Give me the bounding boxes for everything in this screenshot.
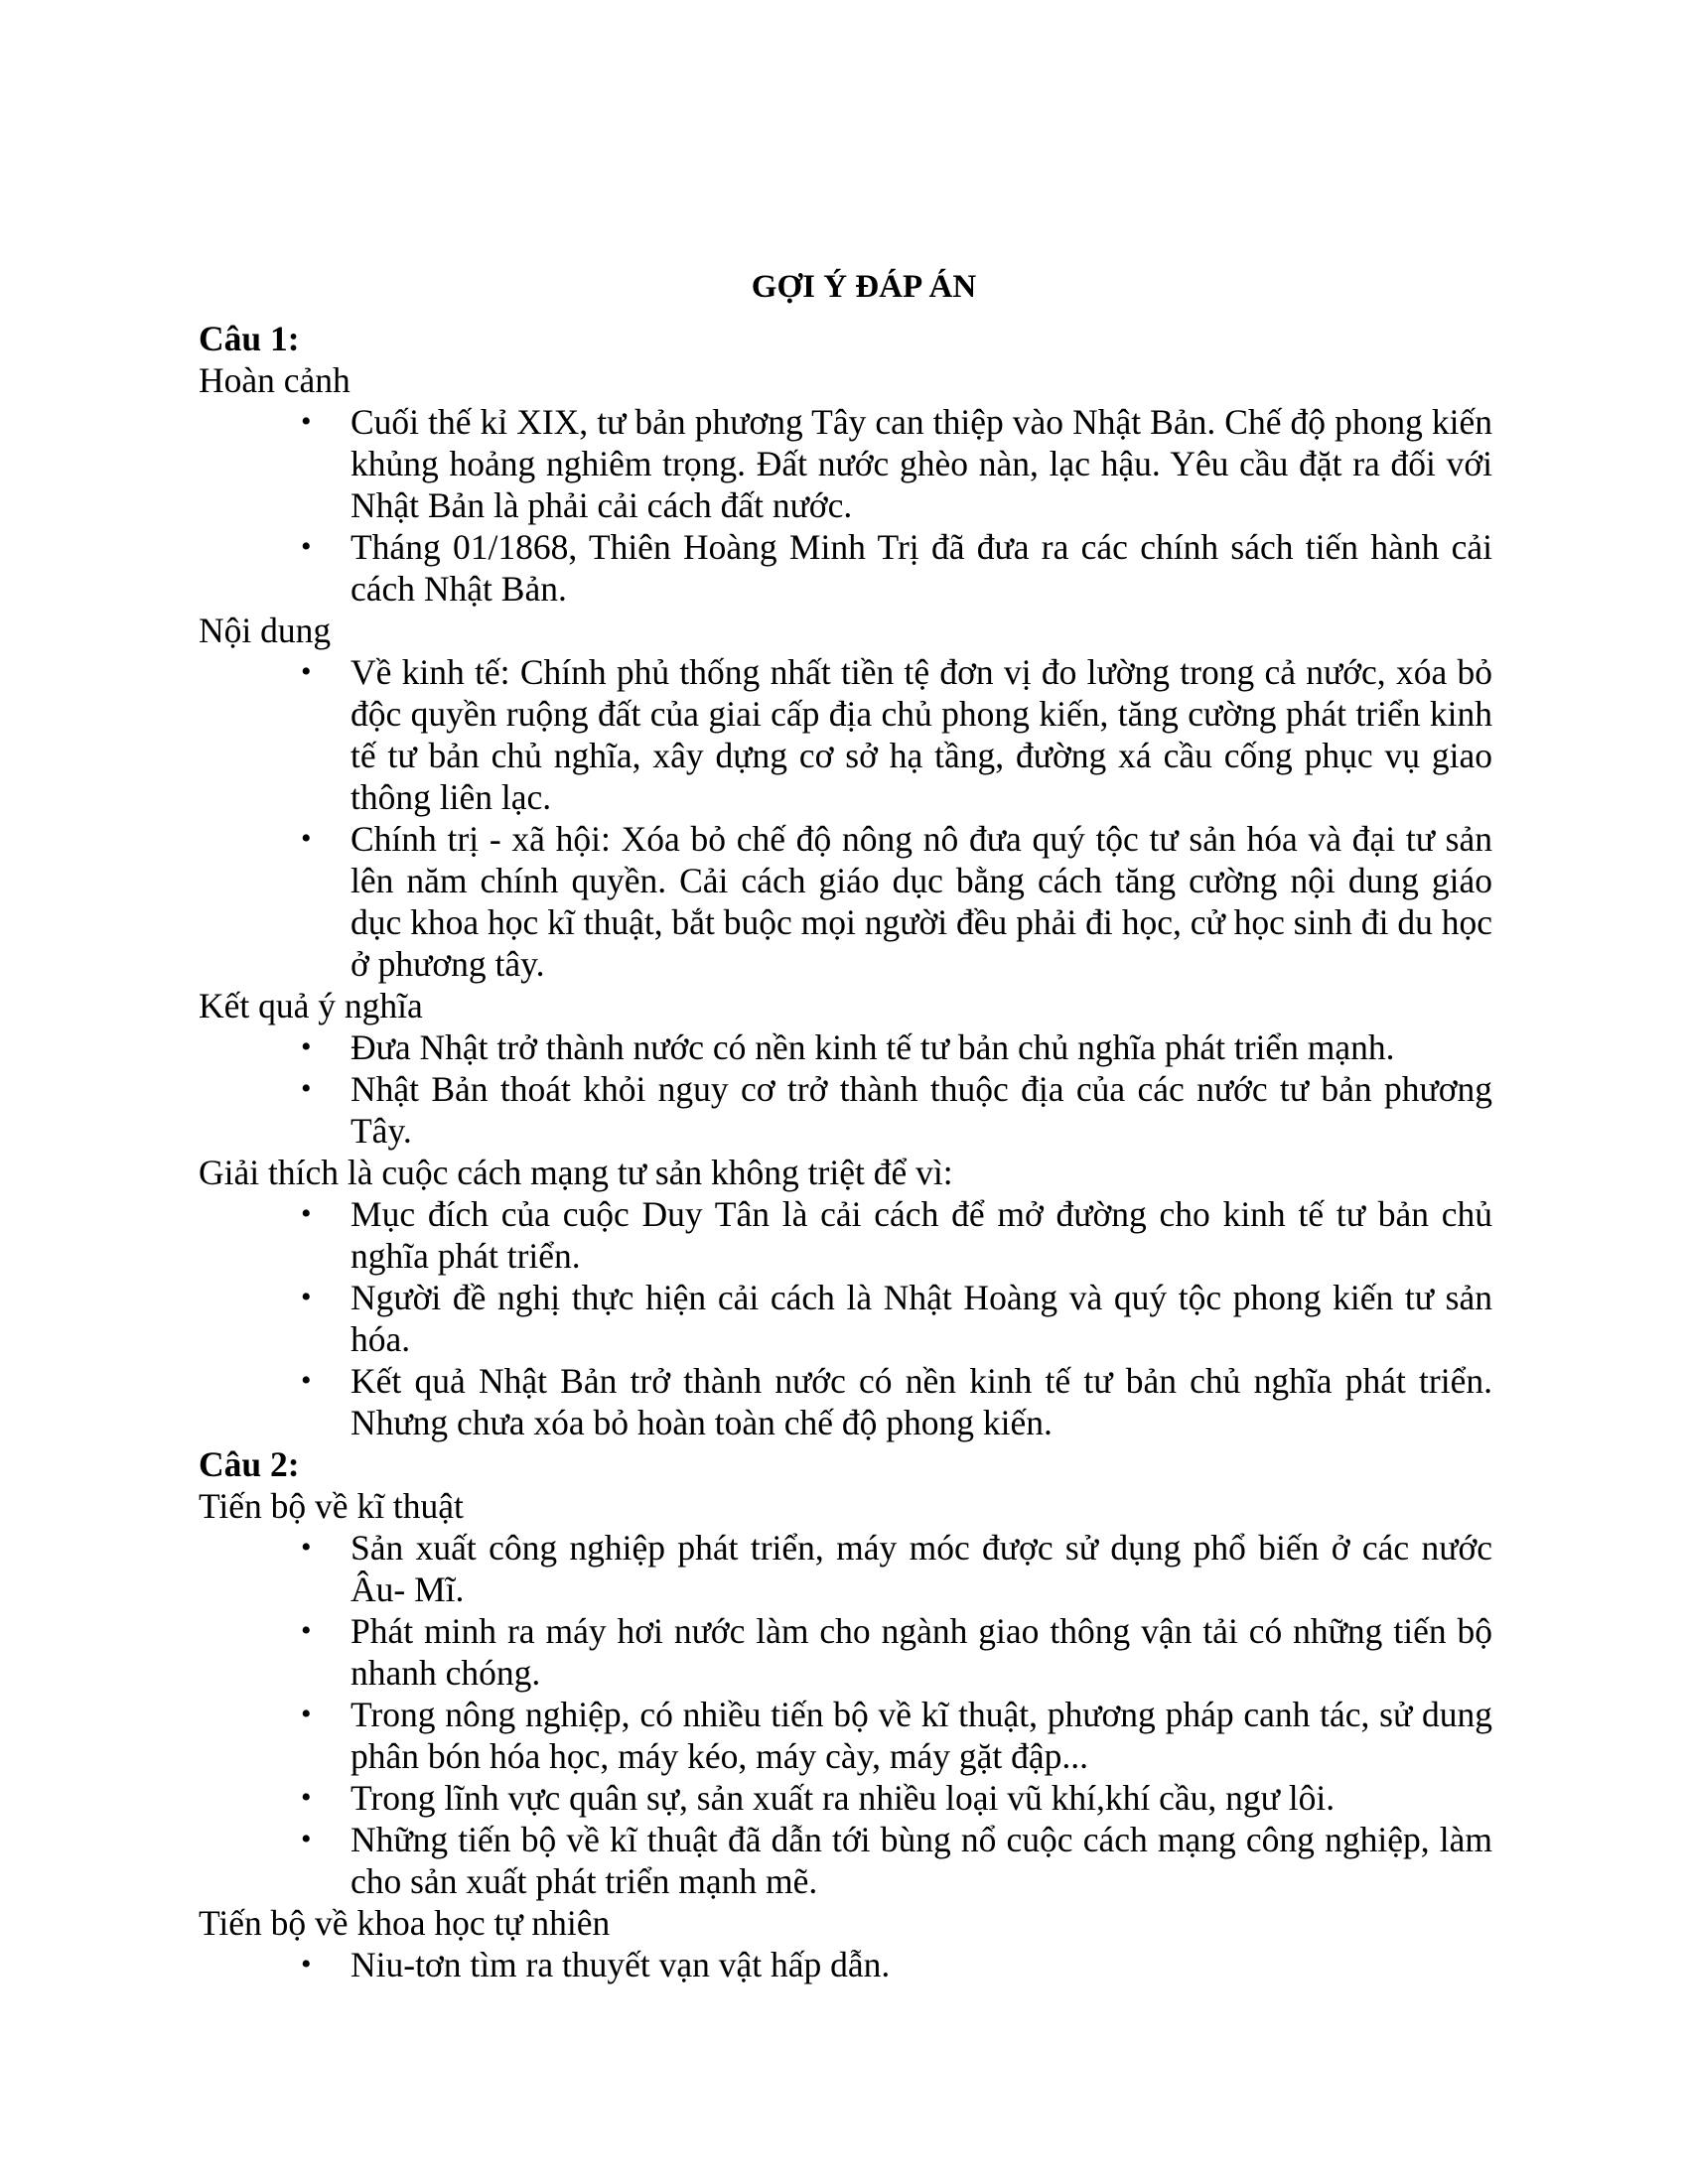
question-2-heading: Câu 2: — [199, 1444, 300, 1484]
list-item: • Phát minh ra máy hơi nước làm cho ngành giao thông vận tải có những tiến bộ nhanh chóng. — [199, 1610, 1492, 1694]
list-item: • Về kinh tế: Chính phủ thống nhất tiền tệ đơn vị đo lường trong cả nước, xóa bỏ độc quyền ruộng đất của giai cấp địa chủ phong kiến, tăng cường phát triển kinh tế tư bản chủ nghĩa, xây dựng cơ sở hạ tầng, đường xá cầu cống phục vụ giao thông liên lạc. — [199, 651, 1492, 818]
section-label-giai-thich: Giải thích là cuộc cách mạng tư sản không triệt để vì: — [199, 1153, 953, 1192]
bullet-list-noi-dung — [199, 651, 1492, 985]
list-item: • Nhật Bản thoát khỏi nguy cơ trở thành thuộc địa của các nước tư bản phương Tây. — [199, 1068, 1492, 1152]
section-label-hoan-canh: Hoàn cảnh — [199, 360, 351, 400]
bullet-list-ki-thuat — [199, 1527, 1492, 1902]
bullet-list-khoa-hoc — [199, 1944, 1489, 1985]
section-label-khoa-hoc: Tiến bộ về khoa học tự nhiên — [199, 1903, 611, 1943]
document-page — [199, 266, 1492, 1985]
list-item: • Chính trị - xã hội: Xóa bỏ chế độ nông nô đưa quý tộc tư sản hóa và đại tư sản lên năm chính quyền. Cải cách giáo dục bằng cách tăng cường nội dung giáo dục khoa học kĩ thuật, bắt buộc mọi người đều phải đi học, cử học sinh đi du học ở phương tây. — [199, 818, 1492, 985]
list-item: • Người đề nghị thực hiện cải cách là Nhật Hoàng và quý tộc phong kiến tư sản hóa. — [199, 1277, 1492, 1360]
question-1-heading: Câu 1: — [199, 319, 300, 358]
bullet-list-ket-qua — [199, 1026, 1492, 1152]
list-item: • Đưa Nhật trở thành nước có nền kinh tế tư bản chủ nghĩa phát triển mạnh. — [199, 1026, 1492, 1068]
bullet-list-hoan-canh — [199, 401, 1492, 610]
list-item: • Tháng 01/1868, Thiên Hoàng Minh Trị đã đưa ra các chính sách tiến hành cải cách Nhật Bản. — [199, 526, 1492, 610]
list-item: • Mục đích của cuộc Duy Tân là cải cách để mở đường cho kinh tế tư bản chủ nghĩa phát triển. — [199, 1193, 1492, 1277]
list-item: • Trong nông nghiệp, có nhiều tiến bộ về kĩ thuật, phương pháp canh tác, sử dung phân bón hóa học, máy kéo, máy cày, máy gặt đập... — [199, 1694, 1492, 1777]
section-label-ket-qua: Kết quả ý nghĩa — [199, 986, 423, 1025]
bullet-list-giai-thich — [199, 1193, 1492, 1443]
list-item: • Cuối thế kỉ XIX, tư bản phương Tây can thiệp vào Nhật Bản. Chế độ phong kiến khủng hoảng nghiêm trọng. Đất nước ghèo nàn, lạc hậu. Yêu cầu đặt ra đối với Nhật Bản là phải cải cách đất nước. — [199, 401, 1492, 526]
list-item: • Kết quả Nhật Bản trở thành nước có nền kinh tế tư bản chủ nghĩa phát triển. Nhưng chưa xóa bỏ hoàn toàn chế độ phong kiến. — [199, 1360, 1492, 1443]
section-label-ki-thuat: Tiến bộ về kĩ thuật — [199, 1486, 464, 1526]
document-title: GỢI Ý ĐÁP ÁN — [751, 269, 977, 305]
section-label-noi-dung: Nội dung — [199, 611, 332, 650]
list-item: • Những tiến bộ về kĩ thuật đã dẫn tới bùng nổ cuộc cách mạng công nghiệp, làm cho sản xuất phát triển mạnh mẽ. — [199, 1819, 1492, 1902]
list-item: • Niu-tơn tìm ra thuyết vạn vật hấp dẫn. — [199, 1944, 1492, 1985]
list-item: • Sản xuất công nghiệp phát triển, máy móc được sử dụng phổ biến ở các nước Âu- Mĩ. — [199, 1527, 1492, 1610]
list-item: • Trong lĩnh vực quân sự, sản xuất ra nhiều loại vũ khí,khí cầu, ngư lôi. — [199, 1777, 1492, 1819]
